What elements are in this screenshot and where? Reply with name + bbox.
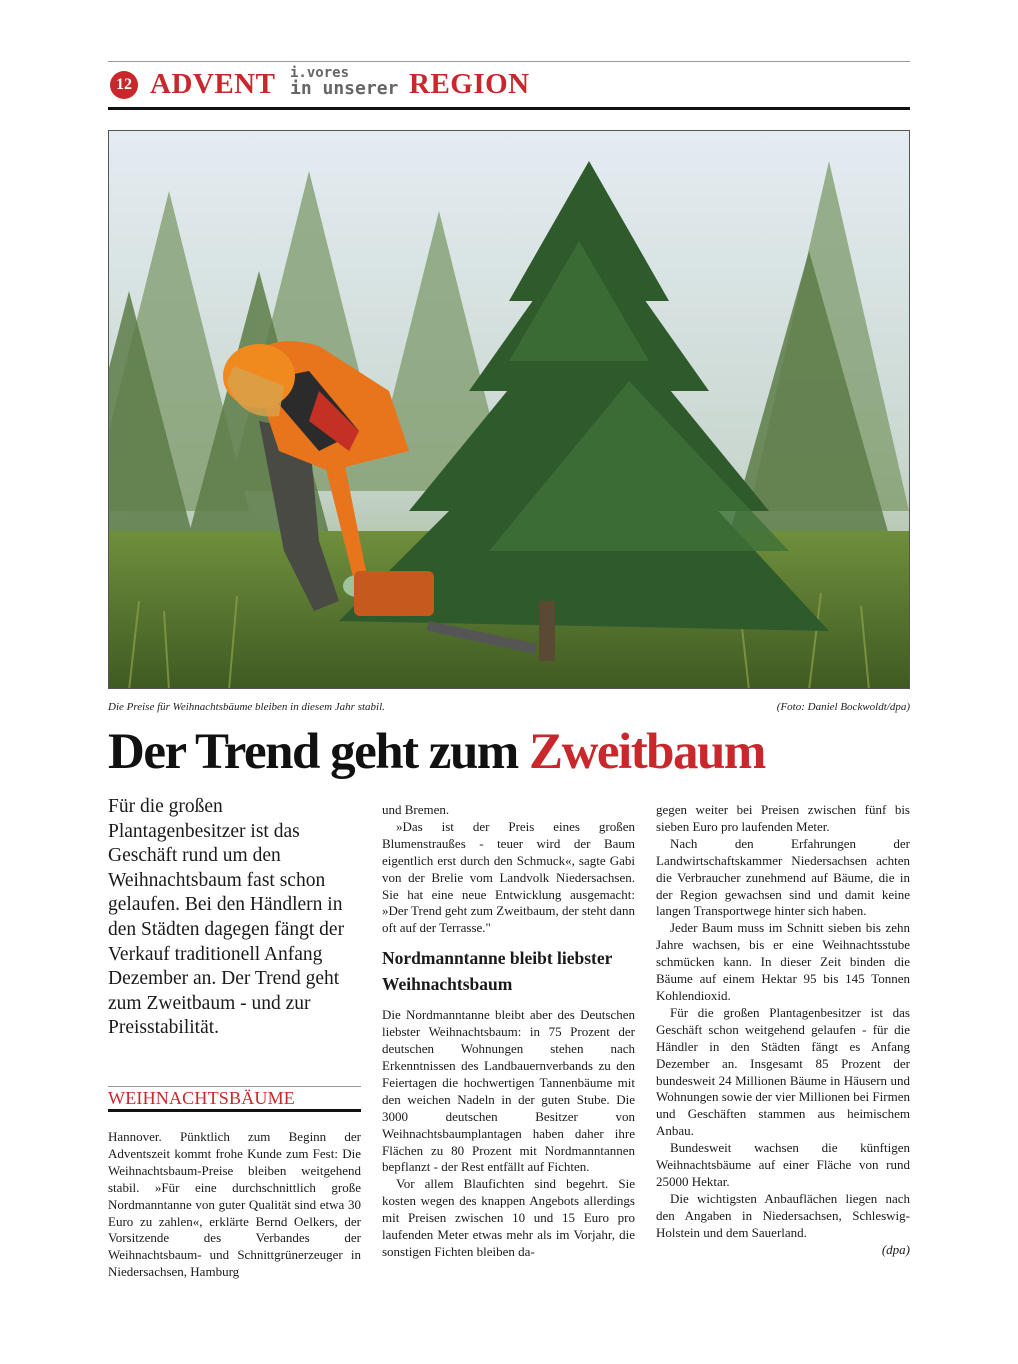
body-paragraph-2: »Das ist der Preis eines großen Blumenstraußes - teuer wird der Baum eigentlich erst durch den Schmuck«, sagte Gabi von der Brelie vom Landvolk Niedersachsen. Sie hat eine neue Entwicklung ausgemacht: »Der Trend geht zum Zweitbaum, der steht dann oft auf der Terrasse." xyxy=(382,818,635,936)
photo-caption: Die Preise für Weihnachtsbäume bleiben in diesem Jahr stabil. xyxy=(108,701,385,713)
body-paragraph-1-cont: und Bremen. xyxy=(382,802,450,817)
regional-logo-line2: in unserer xyxy=(290,78,399,99)
body-paragraph-4: Vor allem Blaufichten sind begehrt. Sie kosten wegen des knappen Angebots allerdings mit Preisen zwischen 10 und 15 Euro pro laufenden Meter etwas mehr als im Vorjahr, die sonstigen Fichten bleiben da- xyxy=(382,1176,635,1259)
body-column-2 xyxy=(382,802,635,1261)
body-paragraph-1: Hannover. Pünktlich zum Beginn der Adventszeit kommt frohe Kunde zum Fest: Die Weihnachtsbaum-Preise bleiben weitgehend stabil. »Für eine durchschnittlich große Nordmanntanne von guter Qualität sind etwa 30 Euro zu zahlen«, erklärte Bernd Oelkers, der Vorsitzende des Verbandes der Weihnachtsbaum- und Schnittgrünerzeuger in Niedersachsen, Hamburg xyxy=(108,1129,361,1280)
article-photo xyxy=(108,130,910,689)
body-paragraph-6: Jeder Baum muss im Schnitt sieben bis zehn Jahre wachsen, bis er eine Weihnachtsstube schmücken kann. In dieser Zeit binden die Bäume auf einem Hektar 95 bis 145 Tonnen Kohlendioxid. xyxy=(656,920,910,1003)
body-column-3 xyxy=(656,802,910,1258)
headline-main: Der Trend geht zum xyxy=(108,724,530,780)
body-subhead: Nordmanntanne bleibt liebster Weihnachtsbaum xyxy=(382,948,613,995)
body-paragraph-8: Bundesweit wachsen die künftigen Weihnachtsbäume auf einer Fläche von rund 25000 Hektar. xyxy=(656,1140,910,1189)
regional-logo-line1: i.vores xyxy=(290,65,350,81)
rubric-advent: ADVENT xyxy=(150,68,276,100)
header-top-rule xyxy=(108,61,910,62)
body-paragraph-4-cont: gegen weiter bei Preisen zwischen fünf bis sieben Euro pro laufenden Meter. xyxy=(656,802,910,834)
photo-credit: (Foto: Daniel Bockwoldt/dpa) xyxy=(776,701,910,713)
section-top-rule xyxy=(108,1086,361,1087)
lead-paragraph xyxy=(108,795,358,1041)
headline xyxy=(108,723,765,781)
headline-highlight: Zweitbaum xyxy=(529,724,765,780)
section-bottom-rule xyxy=(108,1109,361,1112)
regional-logo xyxy=(290,66,398,98)
page-number-badge: 12 xyxy=(110,71,138,99)
body-column-1 xyxy=(108,1129,361,1281)
agency-credit: (dpa) xyxy=(881,1241,910,1257)
body-paragraph-5: Nach den Erfahrungen der Landwirtschaftskammer Niedersachsen achten die Verbraucher zunehmend auf Bäume, die in der Region gewachsen sind und damit keine langen Transportwege hinter sich haben. xyxy=(656,835,910,919)
body-paragraph-9: Die wichtigsten Anbauflächen liegen nach den Angaben in Niedersachsen, Schleswig-Holstein und dem Sauerland. xyxy=(656,1190,910,1240)
section-label: WEIHNACHTSBÄUME xyxy=(108,1088,295,1108)
header-bottom-rule xyxy=(108,107,910,110)
lead-text: Für die großen Plantagenbesitzer ist das Geschäft rund um den Weihnachtsbaum fast schon gelaufen. Bei den Händlern in den Städten dagegen fängt der Verkauf traditionell Anfang Dezember an. Der Trend geht zum Zweitbaum - und zur Preisstabilität. xyxy=(108,796,345,1039)
body-paragraph-3: Die Nordmanntanne bleibt aber des Deutschen liebster Weihnachtsbaum: in 75 Prozent der deutschen Wohnungen stehen nach Erkenntnissen des Landbauernverbands zu den Feiertagen die hochwertigen Tannenbäume mit den weichen Nadeln in der guten Stube. Die 3000 deutschen Besitzer von Weihnachtsbaumplantagen haben daher ihre Flächen zu 80 Prozent mit Nordmanntannen bepflanzt - der Rest entfällt auf Fichten. xyxy=(382,1007,635,1175)
rubric-region: REGION xyxy=(409,68,530,100)
body-paragraph-7: Für die großen Plantagenbesitzer ist das Geschäft schon weitgehend gelaufen - für die Händler in den Städten fängt es Anfang Dezember an. Insgesamt 85 Prozent der bundesweit 24 Millionen Bäume in Häusern und Wohnungen sowie der vier Millionen bei Firmen und Geschäften stammen aus heimischem Anbau. xyxy=(656,1004,910,1139)
